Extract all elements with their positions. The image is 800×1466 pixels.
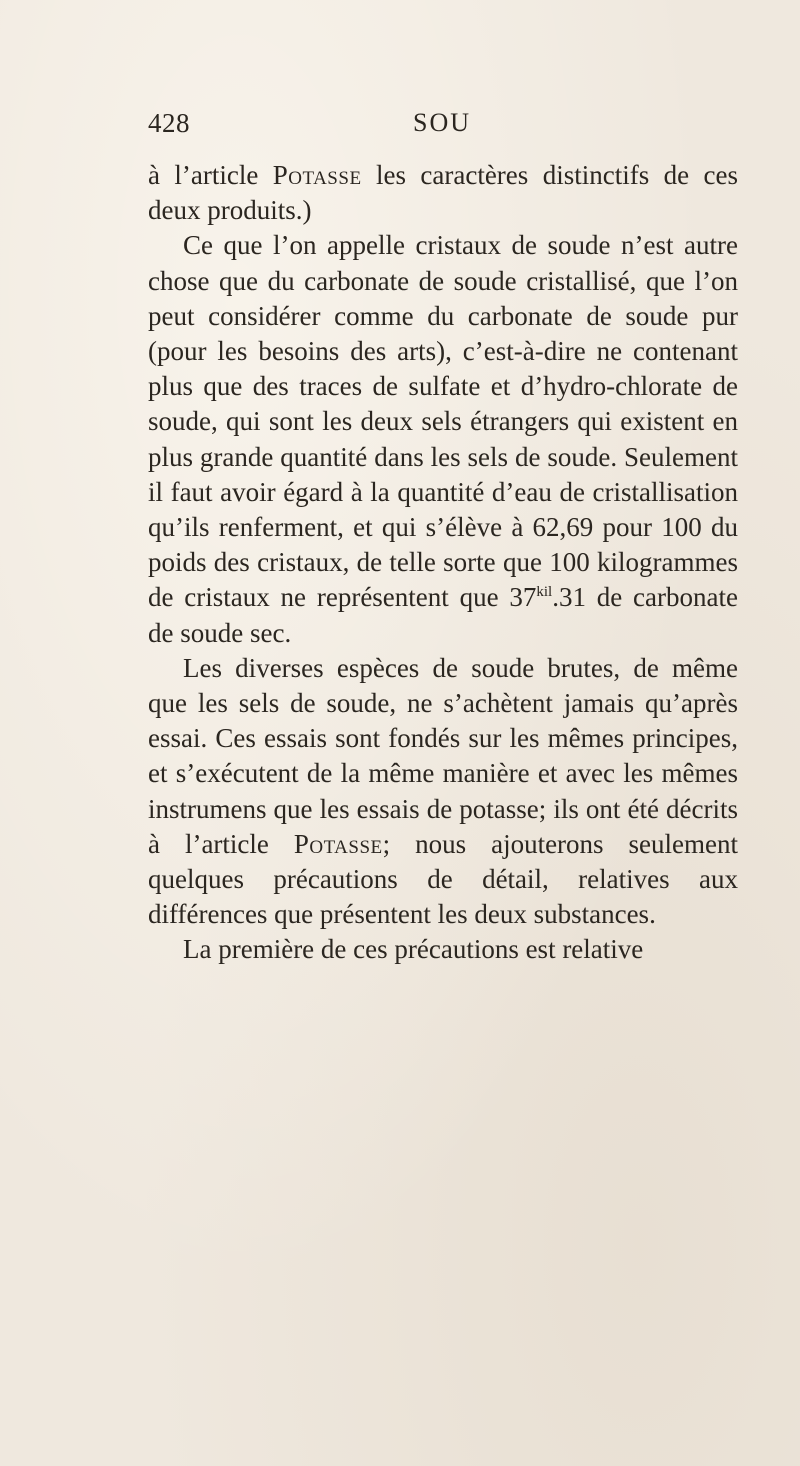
paragraph-precautions — [148, 932, 738, 967]
text-span: La première de ces précautions est relative — [183, 934, 644, 965]
page-header — [148, 108, 736, 148]
small-caps-term: Potasse — [293, 828, 383, 859]
small-caps-term: Potasse — [272, 160, 362, 190]
text-span: Les diverses espèces de soude brutes, de même que les sels de soude, ne s’achètent jamais qu’après essai. Ces essais sont fondés sur les mêmes principes, et s’exécutent de la même manière et avec les mêmes instrumens que les essais de potasse; ils ont été décrits à l’article — [148, 652, 738, 859]
body-text — [148, 158, 738, 968]
paragraph-cristaux — [148, 228, 738, 650]
running-head: SOU — [412, 108, 471, 137]
paragraph-essais — [148, 651, 738, 933]
text-span: Ce que l’on appelle cristaux de soude n’est autre chose que du carbonate de soude cristallisé, que l’on peut considérer comme du carbonate de soude pur (pour les besoins des arts), c’est-à-dire ne contenant plus que des traces de sulfate et d’hydro-chlorate de soude, qui sont les deux sels étrangers qui existent en plus grande quantité dans les sels de soude. Seulement il faut avoir égard à la quantité d’eau de cristallisation qu’ils renferment, et qui s’élève à 62,69 pour 100 du poids des cristaux, de telle sorte que 100 kilogrammes de cristaux ne représentent que 37 — [148, 230, 738, 613]
text-span: ; nous ajouterons seulement quelques précautions de détail, relatives aux différences que présentent les deux substances. — [148, 828, 738, 930]
text-span: .31 de carbonate de soude sec. — [148, 582, 738, 648]
text-span: à l’article — [148, 160, 273, 190]
text-span: les caractères distinctifs de ces deux produits.) — [148, 160, 738, 226]
paragraph-continuation — [148, 158, 738, 228]
page-number: 428 — [148, 108, 190, 138]
kil-abbreviation: kil — [536, 584, 553, 601]
